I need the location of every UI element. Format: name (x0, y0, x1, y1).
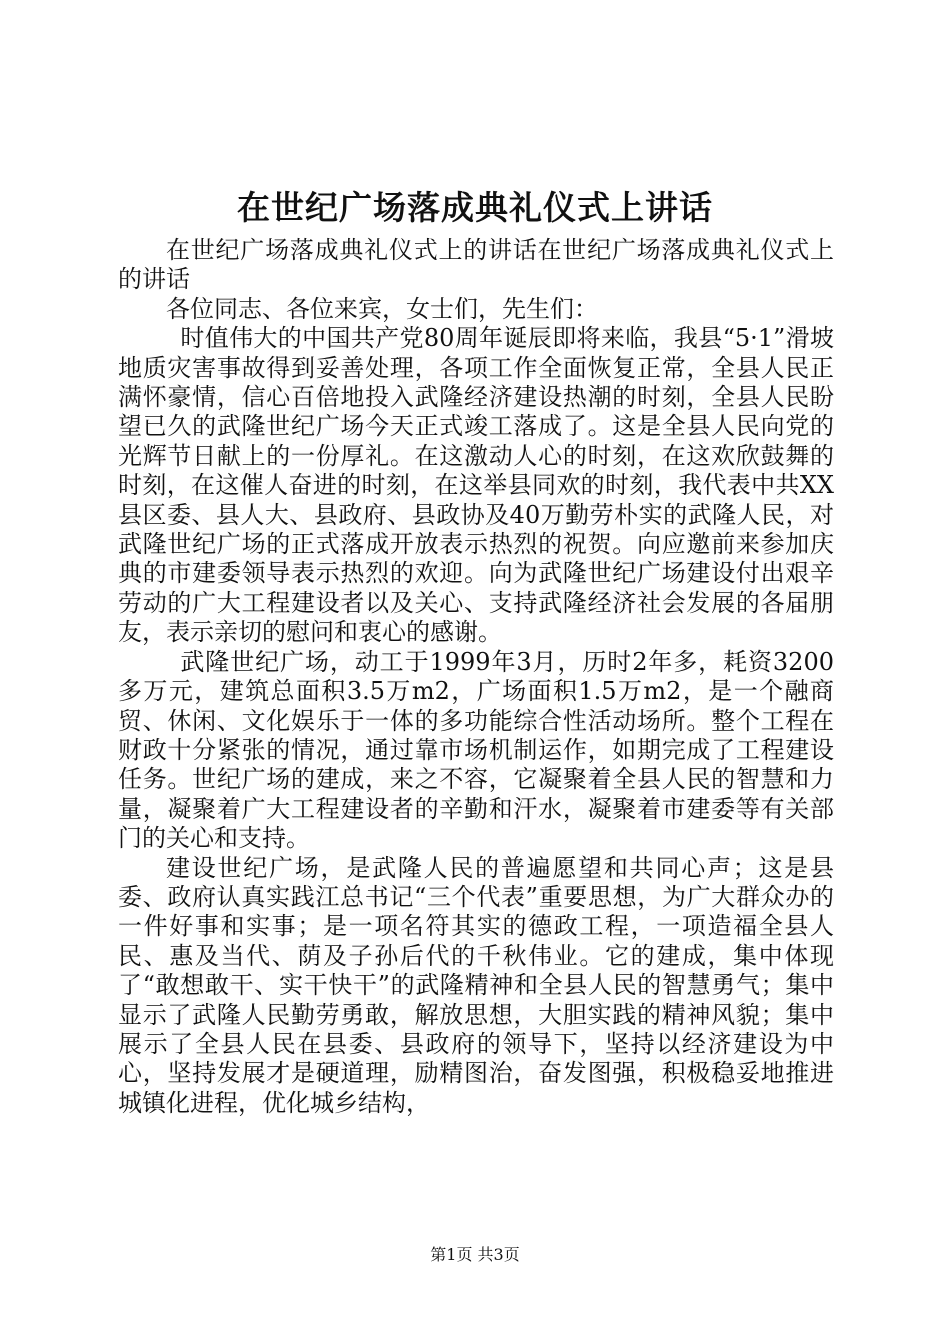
paragraph-project-facts: 武隆世纪广场，动工于1999年3月，历时2年多，耗资3200多万元，建筑总面积3.5万m2，广场面积1.5万m2，是一个融商贸、休闲、文化娱乐于一体的多功能综合性活动场所。整个工程在财政十分紧张的情况，通过靠市场机制运作，如期完成了工程建设任务。世纪广场的建成，来之不容，它凝聚着全县人民的智慧和力量，凝聚着广大工程建设者的辛勤和汗水，凝聚着市建委等有关部门的关心和支持。 (118, 647, 834, 853)
paragraph-subtitle: 在世纪广场落成典礼仪式上的讲话在世纪广场落成典礼仪式上的讲话 (118, 236, 834, 294)
paragraph-greeting: 各位同志、各位来宾，女士们，先生们： (166, 294, 598, 323)
document-title: 在世纪广场落成典礼仪式上讲话 (237, 188, 713, 227)
paragraph-opening: 时值伟大的中国共产党80周年诞辰即将来临，我县“5·1”滑坡地质灾害事故得到妥善处理，各项工作全面恢复正常，全县人民正满怀豪情，信心百倍地投入武隆经济建设热潮的时刻，全县人民盼望已久的武隆世纪广场今天正式竣工落成了。这是全县人民向党的光辉节日献上的一份厚礼。在这激动人心的时刻，在这欢欣鼓舞的时刻，在这催人奋进的时刻，在这举县同欢的时刻，我代表中共XX县区委、县人大、县政府、县政协及40万勤劳朴实的武隆人民，对武隆世纪广场的正式落成开放表示热烈的祝贺。向应邀前来参加庆典的市建委领导表示热烈的欢迎。向为武隆世纪广场建设付出艰辛劳动的广大工程建设者以及关心、支持武隆经济社会发展的各届朋友，表示亲切的慰问和衷心的感谢。 (118, 324, 834, 647)
paragraph-significance: 建设世纪广场，是武隆人民的普遍愿望和共同心声；这是县委、政府认真实践江总书记“三个代表”重要思想，为广大群众办的一件好事和实事；是一项名符其实的德政工程，一项造福全县人民、惠及当代、荫及子孙后代的千秋伟业。它的建成，集中体现了“敢想敢干、实干快干”的武隆精神和全县人民的智慧勇气；集中显示了武隆人民勤劳勇敢，解放思想，大胆实践的精神风貌；集中展示了全县人民在县委、县政府的领导下，坚持以经济建设为中心，坚持发展才是硬道理，励精图治，奋发图强，积极稳妥地推进城镇化进程，优化城乡结构， (118, 853, 834, 1117)
page-footer: 第1页 共3页 (430, 1245, 520, 1264)
document-body (118, 236, 834, 1118)
